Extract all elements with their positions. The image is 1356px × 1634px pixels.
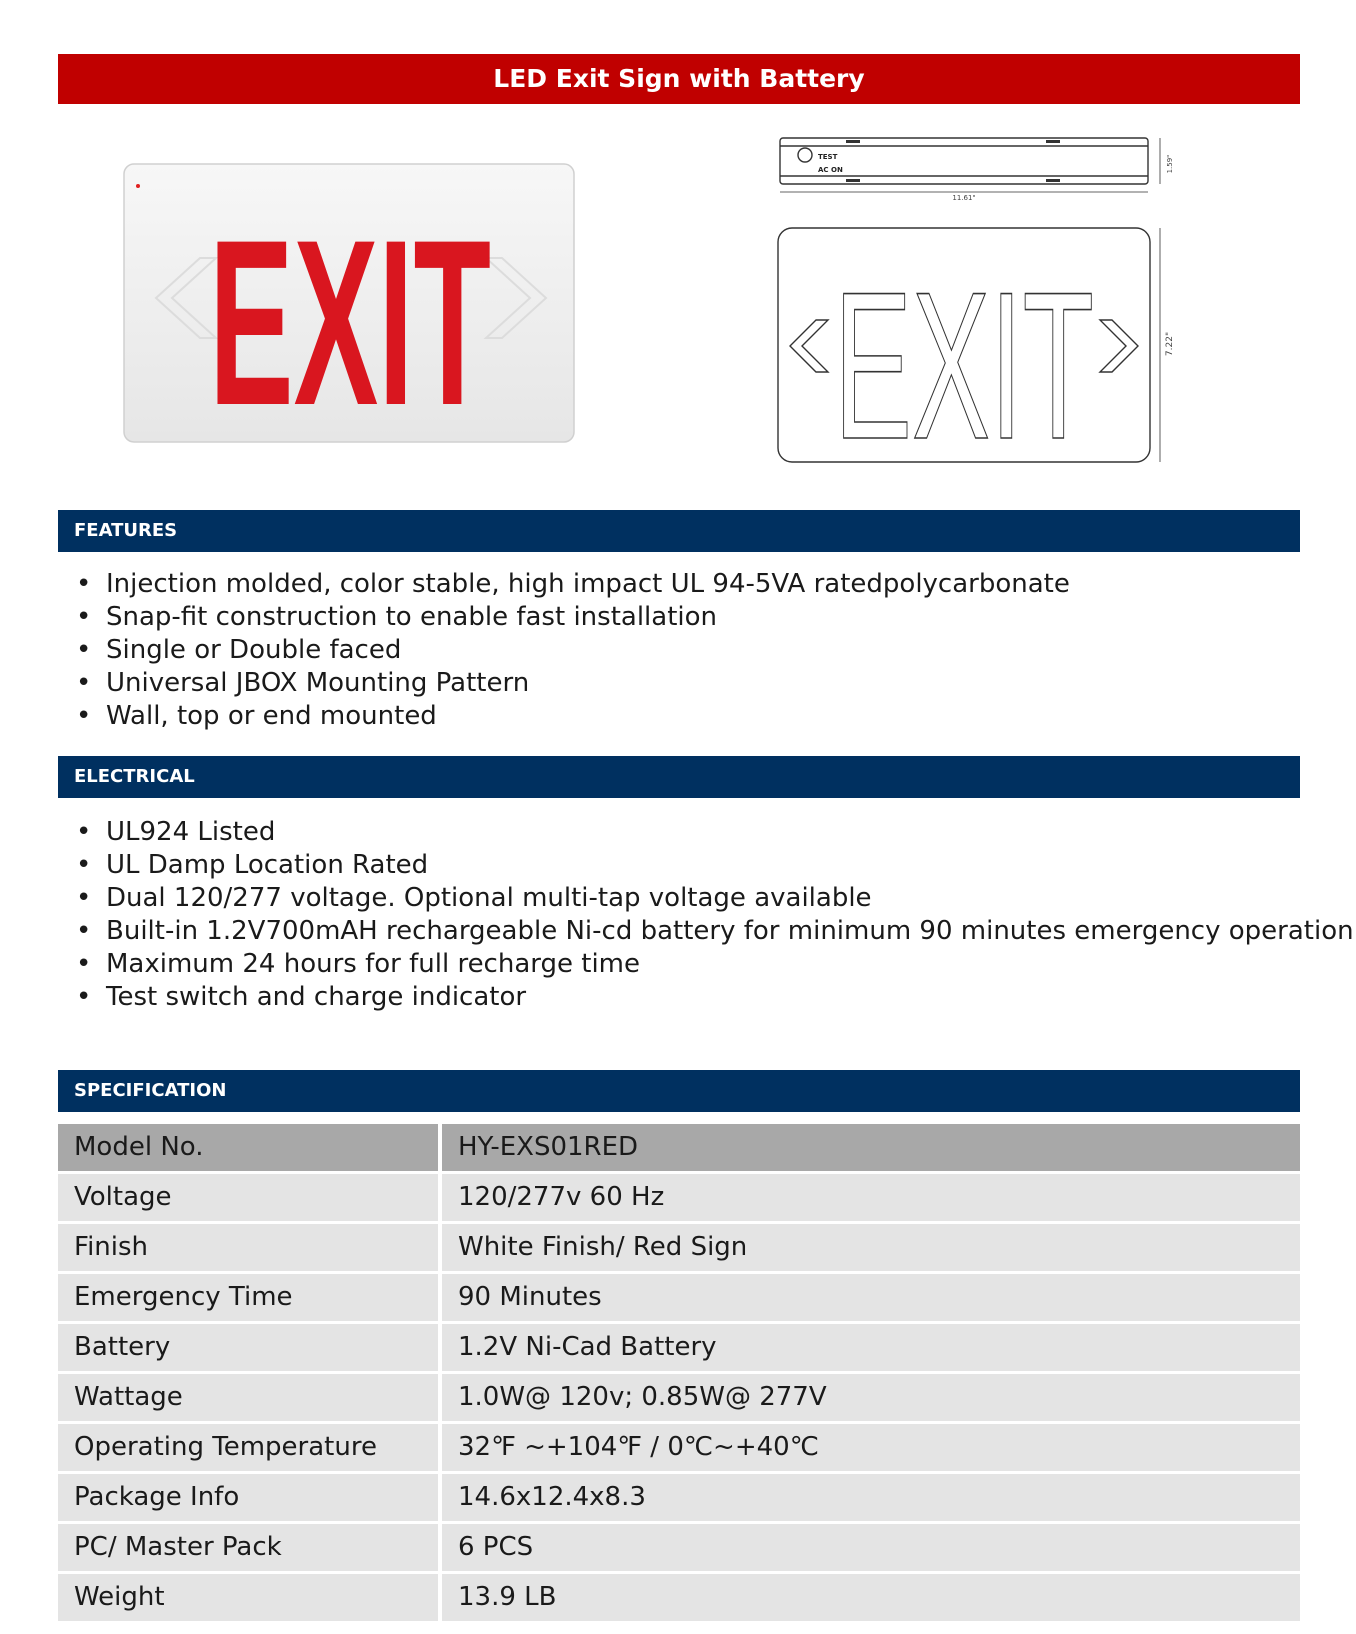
spec-label: Package Info <box>58 1474 438 1521</box>
spec-value: 32℉ ~+104℉ / 0℃~+40℃ <box>442 1424 1300 1471</box>
spec-value: 1.0W@ 120v; 0.85W@ 277V <box>442 1374 1300 1421</box>
width-dimension: 11.61" <box>952 194 976 202</box>
sign-exit-text: EXIT <box>209 191 491 448</box>
table-row <box>58 1124 1300 1171</box>
list-item: • Built-in 1.2V700mAH rechargeable Ni-cd battery for minimum 90 minutes emergency operation <box>58 915 1354 948</box>
table-row <box>58 1324 1300 1371</box>
list-item: • Wall, top or end mounted <box>58 700 1070 733</box>
specification-table <box>58 1124 1300 1624</box>
electrical-heading: ELECTRICAL <box>58 756 1300 798</box>
features-list <box>58 568 1070 733</box>
spec-value: 14.6x12.4x8.3 <box>442 1474 1300 1521</box>
dimension-drawing <box>776 134 1216 490</box>
product-photo <box>122 158 580 448</box>
spec-value: 13.9 LB <box>442 1574 1300 1621</box>
list-item: • Maximum 24 hours for full recharge time <box>58 948 1354 981</box>
features-heading: FEATURES <box>58 510 1300 552</box>
table-row <box>58 1274 1300 1321</box>
spec-label: Emergency Time <box>58 1274 438 1321</box>
table-row <box>58 1224 1300 1271</box>
spec-label: Finish <box>58 1224 438 1271</box>
table-row <box>58 1174 1300 1221</box>
spec-label: Wattage <box>58 1374 438 1421</box>
list-item: • Universal JBOX Mounting Pattern <box>58 667 1070 700</box>
table-row <box>58 1524 1300 1571</box>
spec-value: 1.2V Ni-Cad Battery <box>442 1324 1300 1371</box>
test-label: TEST <box>818 153 838 161</box>
page-title: LED Exit Sign with Battery <box>58 54 1300 104</box>
drawing-exit-outline: EXIT <box>834 248 1094 483</box>
table-row <box>58 1474 1300 1521</box>
table-row <box>58 1424 1300 1471</box>
spec-label: Operating Temperature <box>58 1424 438 1471</box>
spec-value: 120/277v 60 Hz <box>442 1174 1300 1221</box>
list-item: • Single or Double faced <box>58 634 1070 667</box>
list-item: • Dual 120/277 voltage. Optional multi-tap voltage available <box>58 882 1354 915</box>
top-view-outline <box>780 138 1148 184</box>
spec-label: Battery <box>58 1324 438 1371</box>
specification-heading: SPECIFICATION <box>58 1070 1300 1112</box>
depth-dimension: 1.59" <box>1166 154 1174 174</box>
list-item: • Injection molded, color stable, high impact UL 94-5VA ratedpolycarbonate <box>58 568 1070 601</box>
spec-label: Model No. <box>58 1124 438 1171</box>
list-item: • Test switch and charge indicator <box>58 981 1354 1014</box>
spec-value: 90 Minutes <box>442 1274 1300 1321</box>
spec-value: White Finish/ Red Sign <box>442 1224 1300 1271</box>
list-item: • UL Damp Location Rated <box>58 849 1354 882</box>
ac-on-label: AC ON <box>818 166 843 174</box>
spec-label: Voltage <box>58 1174 438 1221</box>
table-row <box>58 1574 1300 1621</box>
height-dimension: 7.22" <box>1165 331 1175 357</box>
list-item: • Snap-fit construction to enable fast installation <box>58 601 1070 634</box>
table-row <box>58 1374 1300 1421</box>
spec-value: HY-EXS01RED <box>442 1124 1300 1171</box>
spec-label: Weight <box>58 1574 438 1621</box>
left-arrow-icon <box>790 320 828 372</box>
spec-label: PC/ Master Pack <box>58 1524 438 1571</box>
electrical-list <box>58 816 1354 1014</box>
right-arrow-icon <box>1100 320 1138 372</box>
list-item: • UL924 Listed <box>58 816 1354 849</box>
spec-value: 6 PCS <box>442 1524 1300 1571</box>
